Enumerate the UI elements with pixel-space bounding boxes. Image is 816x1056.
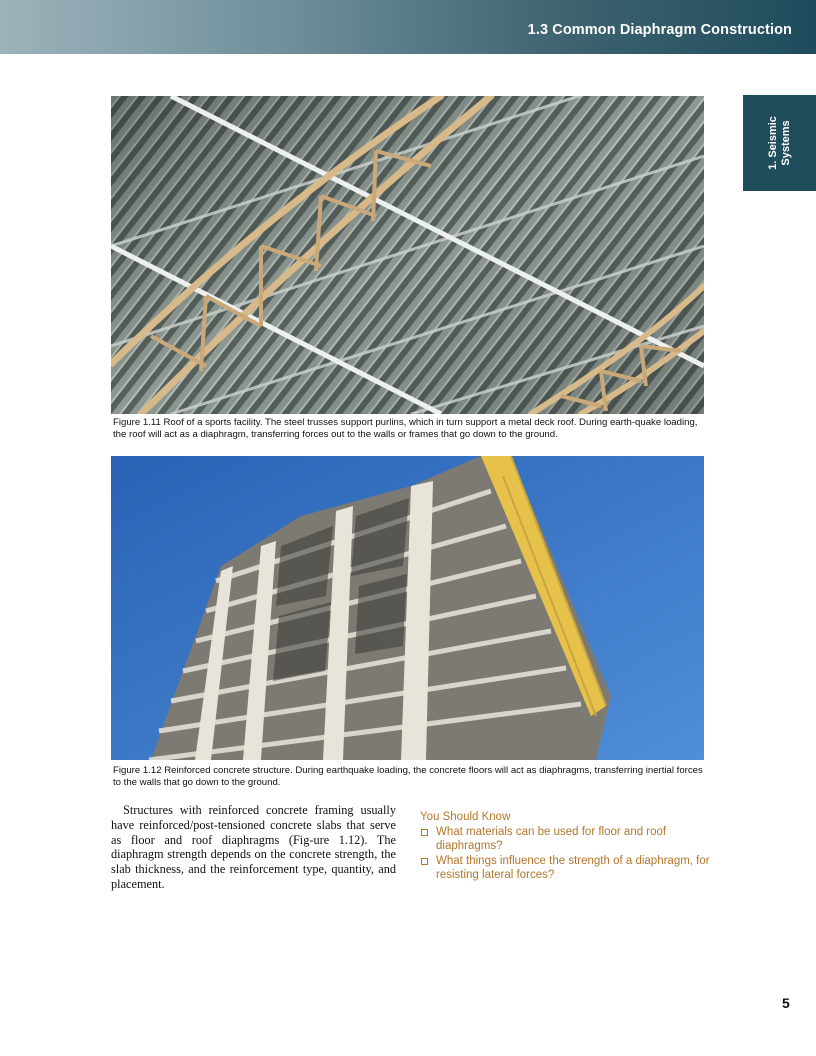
you-should-know-title: You Should Know [420,811,511,823]
roof-truss-illustration [111,96,704,414]
you-should-know-box [420,810,710,883]
you-should-know-list [420,825,710,882]
chapter-tab-line-1: 1. Seismic [766,116,779,170]
figure-1-12-caption: Figure 1.12 Reinforced concrete structure. During earthquake loading, the concrete floors will act as diaphragms, transferring inertial forces to the walls that go down to the ground. [113,765,703,788]
list-item [420,825,710,853]
checkbox-bullet-icon [421,858,428,865]
list-item [420,854,710,882]
chapter-tab-label [767,116,793,170]
checkbox-bullet-icon [421,829,428,836]
concrete-building-illustration [111,456,704,760]
page-number: 5 [782,995,790,1011]
section-title: 1.3 Common Diaphragm Construction [527,22,792,38]
chapter-tab-line-2: Systems [779,120,792,166]
chapter-side-tab [743,95,816,191]
figure-1-12-photo [111,456,704,760]
list-item-text: What materials can be used for floor and roof diaphragms? [436,826,667,852]
body-paragraph: Structures with reinforced concrete framing usually have reinforced/post-tensioned concrete slabs that serve as floor and roof diaphragms (Fig-ure 1.12). The diaphragm strength depends on the concrete strength, the slab thickness, and the reinforcement type, quantity, and placement. [111,803,396,891]
figure-1-11-caption: Figure 1.11 Roof of a sports facility. The steel trusses support purlins, which in turn support a metal deck roof. During earth-quake loading, the roof will act as a diaphragm, transferring forces out to the walls or frames that go down to the ground. [113,417,698,440]
figure-1-11-photo [111,96,704,414]
list-item-text: What things influence the strength of a diaphragm, for resisting lateral forces? [436,855,710,881]
